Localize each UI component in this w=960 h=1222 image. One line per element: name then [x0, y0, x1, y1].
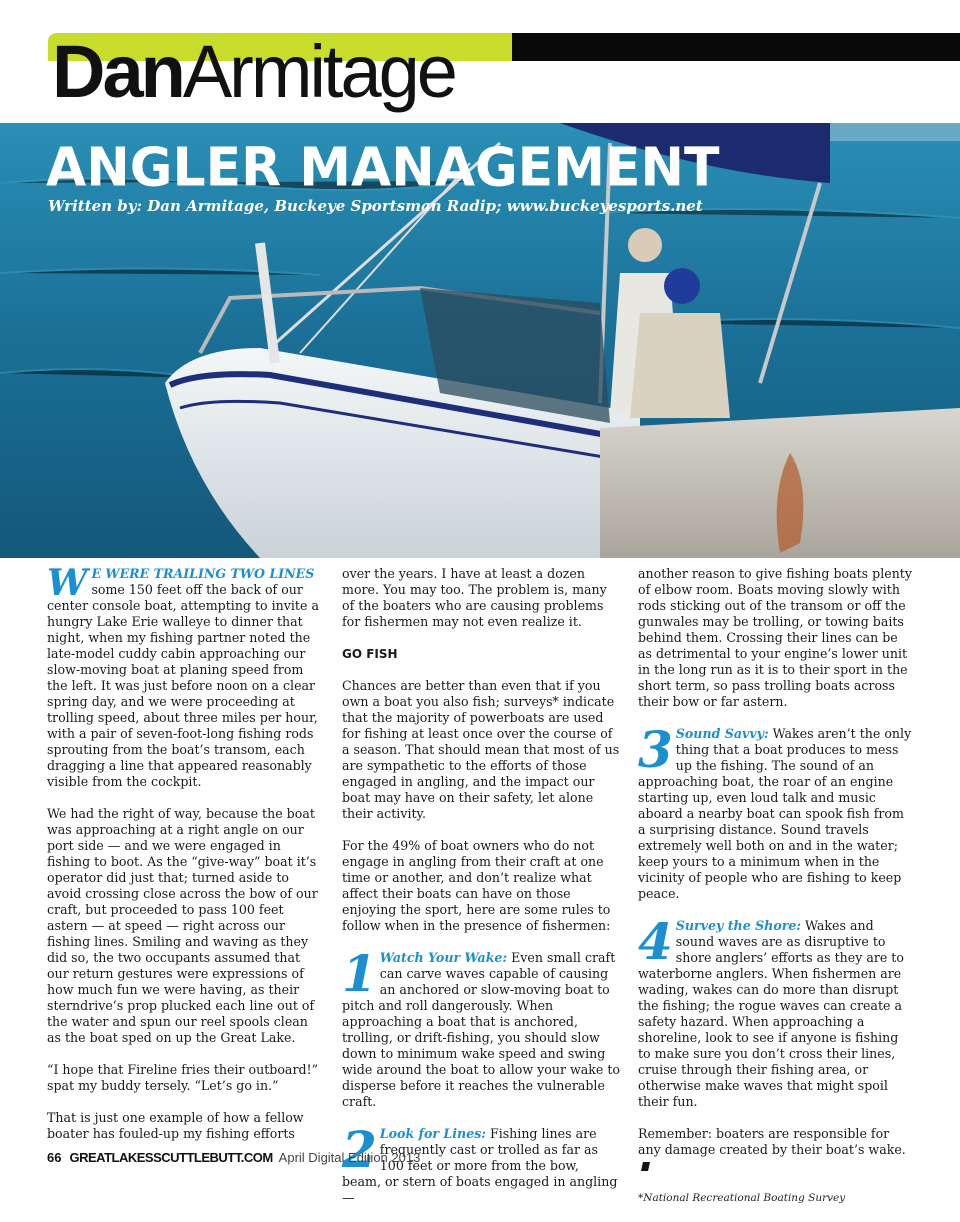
- section-heading: GO FISH: [342, 647, 398, 661]
- author-name-logo: [52, 22, 455, 122]
- paragraph-text: some 150 feet off the back of our center console boat, attempting to invite a hungry Lake Erie walleye to dinner that night, when my fishing partner noted the late-model cuddy cabin approaching our slow-moving boat at planing speed from the left. It was just before noon on a clear spring day, and we were proceeding at trolling speed, about three miles per hour, with a pair of seven-foot-long fishing rods sprouting from the boat’s transom, each dragging a line that appeared reasonably visible from the cockpit.: [47, 582, 319, 789]
- lead-in-text: E WERE TRAILING TWO LINES: [91, 566, 315, 581]
- paragraph: [638, 1126, 914, 1174]
- header-black-bar: [512, 33, 960, 61]
- rule-heading: Sound Savvy:: [675, 726, 769, 741]
- footnote: *National Recreational Boating Survey: [638, 1192, 846, 1204]
- paragraph: For the 49% of boat owners who do not engage in angling from their craft at one time or another, and don’t realize what affect their boats can have on those enjoying the sport, here are some rules to follow when in the presence of fishermen:: [342, 838, 611, 933]
- rule-text: Wakes and sound waves are as disruptive to shore anglers’ efforts as they are to waterborne anglers. When fishermen are wading, wakes can do more than disrupt the fishing; the rogue waves can create a safety hazard. When approaching a shoreline, look to see if anyone is fishing to make sure you don’t cross their lines, cruise through their fishing area, or otherwise make waves that might spoil their fun.: [638, 918, 904, 1109]
- rule-heading: Look for Lines:: [379, 1126, 486, 1141]
- rule-number: 2: [342, 1120, 377, 1179]
- paragraph: over the years. I have at least a dozen more. You may too. The problem is, many of the boaters who are causing problems for fishermen may not even realize it.: [342, 566, 607, 629]
- article-title: ANGLER MANAGEMENT: [46, 137, 720, 199]
- paragraph: That is just one example of how a fellow boater has fouled-up my fishing efforts: [47, 1110, 304, 1141]
- paragraph: another reason to give fishing boats plenty of elbow room. Boats moving slowly with rods sticking out of the transom or off the gunwales may be trolling, or towing baits behind them. Crossing their lines can be as detrimental to your engine’s lower unit in the long run as it is to their sport in the short term, so pass trolling boats across their bow or far astern.: [638, 566, 912, 709]
- author-first-name: Dan: [52, 30, 183, 113]
- rule-text: Fishing lines are frequently cast or trolled as far as 100 feet or more from the bow, beam, or stern of boats engaged in angling —: [342, 1126, 618, 1205]
- rule-text: Even small craft can carve waves capable of causing an anchored or slow-moving boat to pitch and roll dangerously. When approaching a boat that is anchored, trolling, or drift-fishing, you should slow down to minimum wake speed and swing wide around the boat to allow your wake to disperse before it reaches the vulnerable craft.: [342, 950, 620, 1109]
- rule-text: Wakes aren’t the only thing that a boat produces to mess up the fishing. The sound of an approaching boat, the roar of an engine starting up, even loud talk and music aboard a nearby boat can spook fish from a surprising distance. Sound travels extremely well both on and in the water; keep yours to a minimum when in the vicinity of people who are fishing to keep peace.: [638, 726, 912, 901]
- text-column-3: [638, 566, 914, 1222]
- paragraph: Chances are better than even that if you own a boat you also fish; surveys* indicate that the majority of powerboats are used for fishing at least once over the course of a season. That should mean that most of us are sympathetic to the efforts of those engaged in angling, and the impact our boat may have on their safety, let alone their activity.: [342, 678, 620, 821]
- rule-number: 1: [342, 944, 377, 1003]
- paragraph: We had the right of way, because the boat was approaching at a right angle on our port side — and we were engaged in fishing to boot. As the “give-way” boat it’s operator did just that; turned aside to avoid crossing close across the bow of our craft, but proceeded to pass 100 feet astern — at speed — right across our fishing lines. Smiling and waving as they did so, the two occupants assumed that our return gestures were expressions of how much fun we were having, as their sterndrive’s prop plucked each line out of the water and spun our reel spools clean as the boat sped on up the Great Lake.: [47, 806, 318, 1045]
- article-byline: Written by: Dan Armitage, Buckeye Sportsman Radip; www.buckeyesports.net: [48, 197, 703, 215]
- paragraph: [47, 562, 323, 790]
- edition-label: April Digital Edition 2013: [278, 1150, 421, 1165]
- site-name: GREATLAKESSCUTTLEBUTT.COM: [69, 1150, 273, 1165]
- paragraph: “I hope that Fireline fries their outboard!” spat my buddy tersely. “Let’s go in.”: [47, 1062, 319, 1093]
- text-column-1: [47, 562, 323, 1158]
- rule-item: [638, 912, 914, 1110]
- rule-item: [342, 1120, 620, 1206]
- end-mark-icon: [641, 1162, 650, 1171]
- rule-item: [638, 720, 914, 902]
- page-number: 66: [47, 1150, 62, 1165]
- closing-text: Remember: boaters are responsible for any damage created by their boat’s wake.: [638, 1126, 906, 1157]
- rule-heading: Survey the Shore:: [675, 918, 802, 933]
- text-column-2: [342, 566, 620, 1222]
- page-footer: [47, 1150, 420, 1165]
- rule-number: 4: [638, 912, 673, 971]
- rule-number: 3: [638, 720, 673, 779]
- rule-item: [342, 944, 620, 1110]
- rule-heading: Watch Your Wake:: [379, 950, 508, 965]
- drop-cap: W: [47, 562, 88, 604]
- author-last-name: Armitage: [182, 30, 455, 113]
